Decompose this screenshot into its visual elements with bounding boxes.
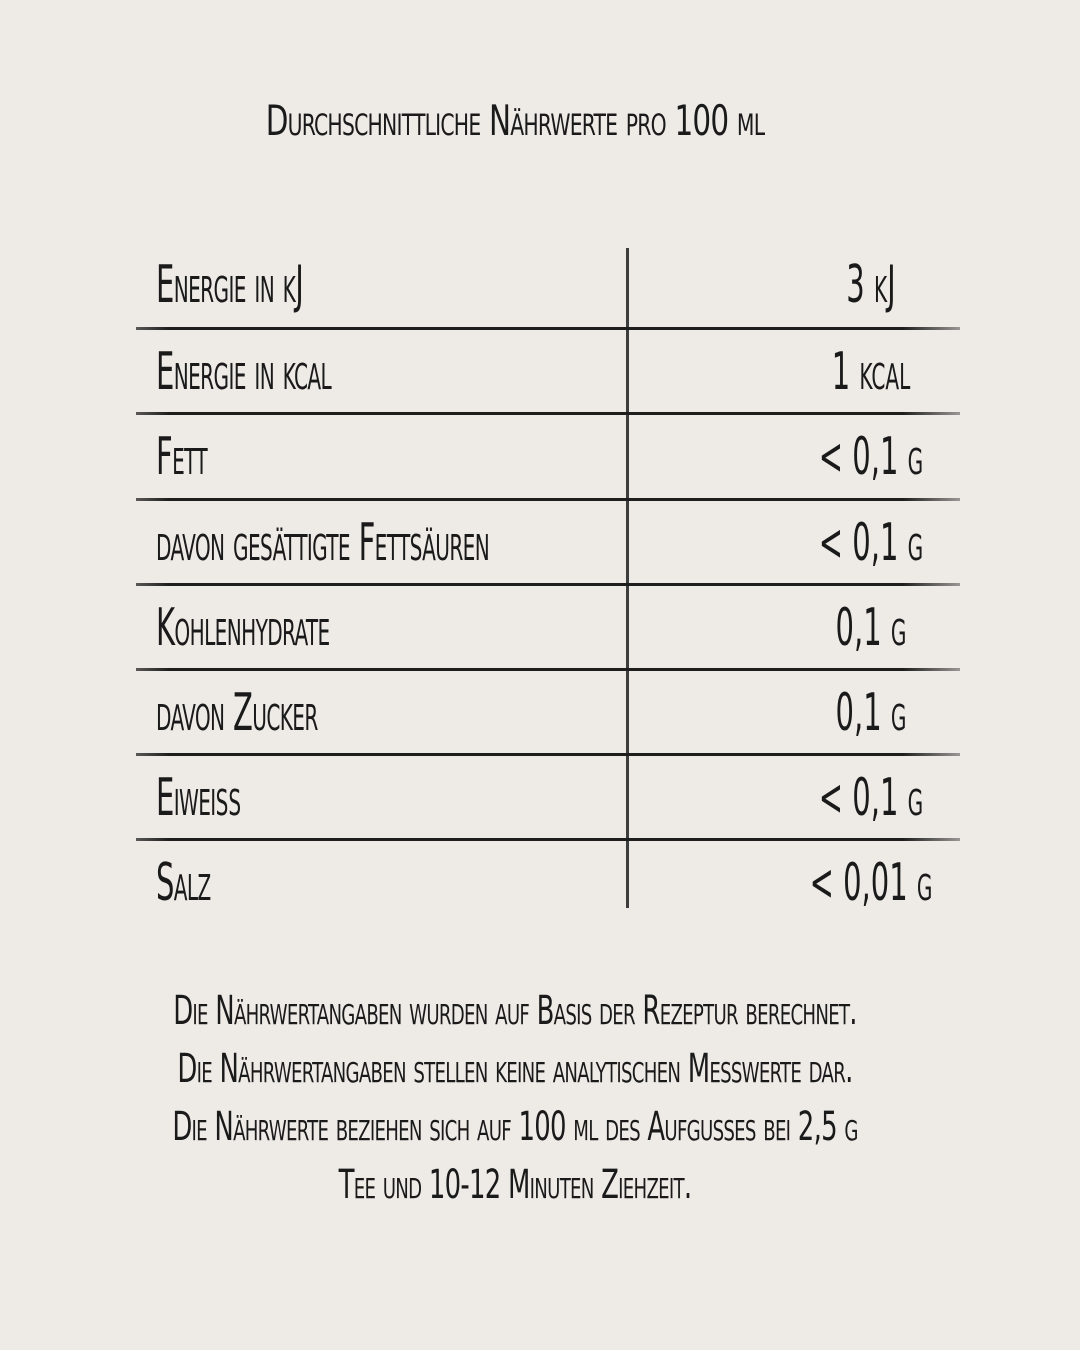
table-row — [136, 583, 960, 668]
nutrient-value: 3 kJ — [846, 255, 896, 315]
nutrient-value: < 0,1 g — [818, 768, 924, 828]
row-divider — [136, 583, 960, 586]
nutrient-label: Energie in kJ — [156, 255, 304, 315]
nutrient-label: Salz — [156, 853, 211, 913]
table-row — [136, 838, 960, 923]
table-row — [136, 412, 960, 497]
footnote-line: Die Nährwerte beziehen sich auf 100 ml des Aufgusses bei 2,5 g — [172, 1104, 858, 1150]
nutrient-label: davon gesättigte Fettsäuren — [156, 513, 490, 573]
nutrient-label: Kohlenhydrate — [156, 598, 330, 658]
nutrient-value: 1 kcal — [831, 342, 911, 402]
table-row — [136, 240, 960, 325]
nutrient-value: 0,1 g — [835, 683, 907, 743]
nutrient-value: < 0,01 g — [809, 853, 933, 913]
row-divider — [136, 412, 960, 415]
nutrient-value: < 0,1 g — [818, 427, 924, 487]
row-divider — [136, 498, 960, 501]
footnote-line: Tee und 10-12 Minuten Ziehzeit. — [338, 1162, 692, 1208]
nutrient-label: davon Zucker — [156, 683, 318, 743]
nutrient-label: Energie in kcal — [156, 342, 332, 402]
table-row — [136, 327, 960, 412]
row-divider — [136, 753, 960, 756]
table-row — [136, 753, 960, 838]
row-divider — [136, 668, 960, 671]
footnote-line: Die Nährwertangaben stellen keine analytischen Messwerte dar. — [177, 1046, 853, 1092]
nutrient-label: Eiweiß — [156, 768, 241, 828]
nutrient-value: 0,1 g — [835, 598, 907, 658]
nutrition-table — [136, 240, 960, 913]
nutrient-value: < 0,1 g — [818, 513, 924, 573]
nutrient-label: Fett — [156, 427, 208, 487]
footnote — [0, 988, 1030, 1220]
footnote-line: Die Nährwertangaben wurden auf Basis der Rezeptur berechnet. — [173, 988, 857, 1034]
table-row — [136, 668, 960, 753]
page-title: Durchschnittliche Nährwerte pro 100 ml — [265, 96, 765, 145]
row-divider — [136, 838, 960, 841]
row-divider — [136, 327, 960, 330]
table-row — [136, 498, 960, 583]
